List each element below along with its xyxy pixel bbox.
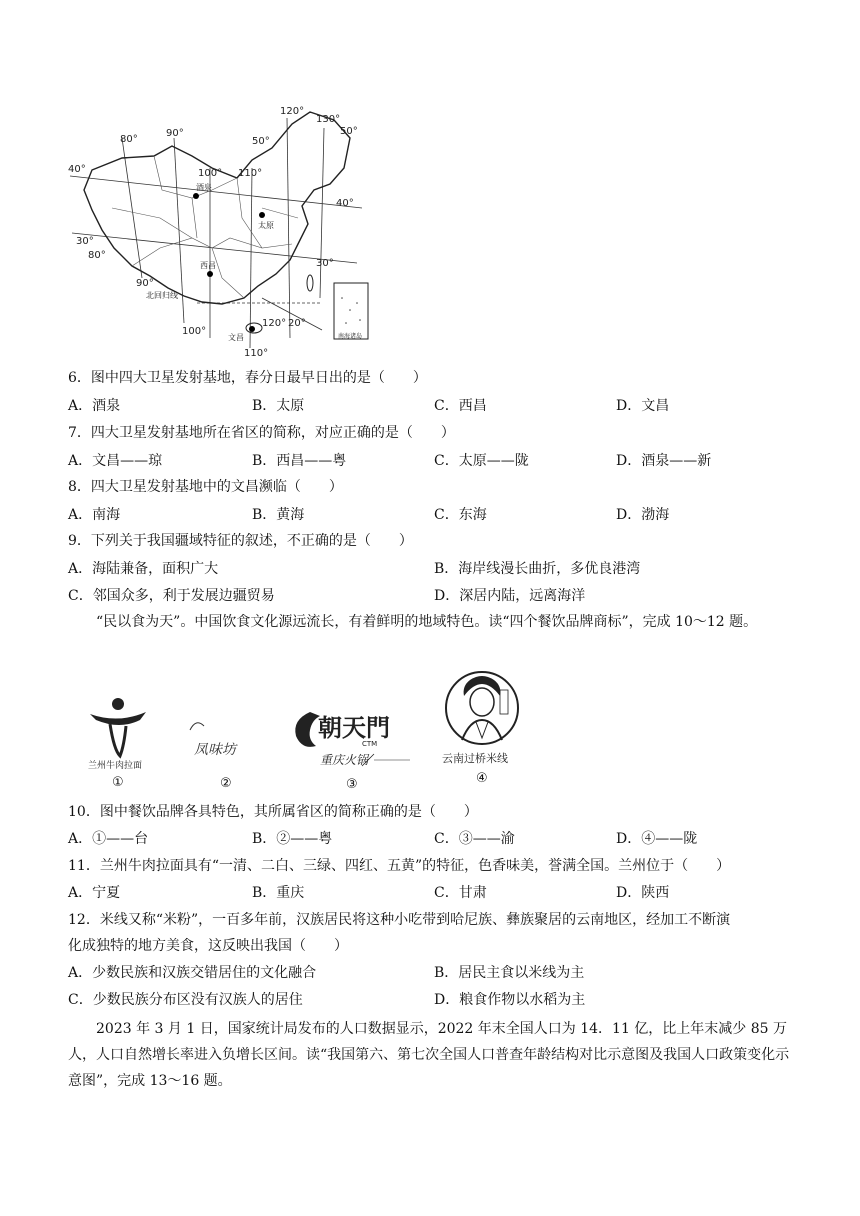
q6-option-d[interactable]: D．文昌 [616, 398, 670, 414]
q6-option-a[interactable]: A．酒泉 [68, 398, 121, 414]
logo-chaotianmen-title: 朝天門 [318, 713, 390, 742]
lon-label: 110° [244, 348, 269, 359]
logo-num-2: ② [220, 776, 232, 790]
q11-option-d[interactable]: D．陕西 [616, 885, 670, 901]
q9-option-d[interactable]: D．深居内陆，远离海洋 [434, 588, 586, 604]
q9-option-a[interactable]: A．海陆兼备，面积广大 [68, 561, 219, 577]
q10-option-b[interactable]: B．②——粤 [252, 831, 333, 847]
logo-chaotianmen-sub: CTM [362, 740, 378, 748]
lon-label: 80° [120, 134, 138, 145]
q10-option-c[interactable]: C．③——渝 [434, 831, 515, 847]
lat-label: 40° [68, 164, 86, 175]
intro-paragraph-food: “民以食为天”。中国饮食文化源远流长，有着鲜明的地域特色。读“四个餐饮品牌商标”，完成 10～12 题。 [96, 614, 758, 630]
lon-label: 100° [198, 168, 223, 179]
q12-stem-line2: 化成独特的地方美食，这反映出我国（ ） [68, 938, 348, 954]
lat-label: 20° [288, 318, 306, 329]
logo-num-4: ④ [476, 771, 488, 786]
jiuquan-dot [193, 193, 199, 199]
logo-lanzhou-caption: 兰州牛肉拉面 [88, 761, 143, 771]
q11-stem: 11．兰州牛肉拉面具有“一清、二白、三绿、四红、五黄”的特征，色香味美，誉满全国。兰州位于（ ） [68, 858, 731, 874]
q8-option-a[interactable]: A．南海 [68, 507, 121, 523]
lat-label: 50° [252, 136, 270, 147]
q10-option-a[interactable]: A．①——台 [68, 831, 149, 847]
city-label: 西昌 [200, 261, 216, 270]
lat-label: 30° [316, 258, 334, 269]
border-label: 北回归线 [146, 291, 178, 300]
q7-option-c[interactable]: C．太原——陇 [434, 453, 529, 469]
q10-option-d[interactable]: D．④——陇 [616, 831, 698, 847]
q8-option-d[interactable]: D．渤海 [616, 507, 670, 523]
city-label: 太原 [258, 221, 274, 230]
q7-option-b[interactable]: B．西昌——粤 [252, 453, 347, 469]
q9-option-c[interactable]: C．邻国众多，利于发展边疆贸易 [68, 588, 275, 604]
q7-option-a[interactable]: A．文昌——琼 [68, 453, 163, 469]
logo-lanzhou [80, 690, 160, 790]
q7-stem: 7．四大卫星发射基地所在省区的简称，对应正确的是（ ） [68, 425, 455, 441]
south-sea-inset [334, 283, 368, 339]
intro-paragraph-population: 2023 年 3 月 1 日，国家统计局发布的人口数据显示，2022 年末全国人口为 14．11 亿，比上年末减少 85 万人，人口自然增长率进入负增长区间。读“我国第六、第七次全国人口普查年龄结构对比示意图及我国人口政策变化示意图”，完成 13～16 题。 [68, 1021, 790, 1089]
q7-option-d[interactable]: D．酒泉——新 [616, 453, 712, 469]
logo-num-1: ① [112, 775, 124, 790]
taiyuan-dot [259, 212, 265, 218]
q6-option-b[interactable]: B．太原 [252, 398, 305, 414]
q6-option-c[interactable]: C．西昌 [434, 398, 487, 414]
q12-stem-line1: 12．米线又称“米粉”，一百多年前，汉族居民将这种小吃带到哈尼族、彝族聚居的云南地区，经加工不断演 [68, 912, 731, 928]
q12-option-a[interactable]: A．少数民族和汉族交错居住的文化融合 [68, 965, 317, 981]
q10-stem: 10．图中餐饮品牌各具特色，其所属省区的简称正确的是（ ） [68, 804, 478, 820]
inset-label: 南海诸岛 [338, 333, 363, 340]
lat-label: 50° [340, 126, 358, 137]
q11-option-a[interactable]: A．宁夏 [68, 885, 121, 901]
logo-chaotianmen-caption: 重庆火锅 [320, 753, 369, 767]
q12-option-b[interactable]: B．居民主食以米线为主 [434, 965, 585, 981]
logo-yunnan [440, 668, 530, 790]
lat-label: 30° [76, 236, 94, 247]
q9-stem: 9．下列关于我国疆域特征的叙述，不正确的是（ ） [68, 533, 413, 549]
city-label: 酒泉 [196, 183, 212, 192]
lon-label: 100° [182, 326, 207, 337]
lon-label: 120° [262, 318, 287, 329]
china-map [62, 98, 372, 360]
lat-label: 40° [336, 198, 354, 209]
logo-yunnan-caption: 云南过桥米线 [442, 752, 508, 765]
xichang-dot [207, 271, 213, 277]
lon-label: 90° [166, 128, 184, 139]
q8-option-c[interactable]: C．东海 [434, 507, 487, 523]
q11-option-b[interactable]: B．重庆 [252, 885, 305, 901]
logo-fengwei [182, 710, 272, 790]
lon-label: 80° [88, 250, 106, 261]
q11-option-c[interactable]: C．甘肃 [434, 885, 487, 901]
q9-option-b[interactable]: B．海岸线漫长曲折，多优良港湾 [434, 561, 641, 577]
q12-option-c[interactable]: C．少数民族分布区没有汉族人的居住 [68, 992, 303, 1008]
lon-label: 90° [136, 278, 154, 289]
logo-num-3: ③ [346, 777, 358, 790]
q12-option-d[interactable]: D．粮食作物以水稻为主 [434, 992, 586, 1008]
q6-stem: 6．图中四大卫星发射基地，春分日最早日出的是（ ） [68, 370, 427, 386]
wenchang-dot [249, 326, 255, 332]
logo-fengwei-text: 凤味坊 [194, 742, 236, 758]
q8-option-b[interactable]: B．黄海 [252, 507, 305, 523]
city-label: 文昌 [228, 333, 244, 342]
lon-label: 130° [316, 114, 341, 125]
lon-label: 120° [280, 106, 305, 117]
q8-stem: 8．四大卫星发射基地中的文昌濒临（ ） [68, 479, 343, 495]
lon-label: 110° [238, 168, 263, 179]
logo-chaotianmen [290, 700, 420, 790]
